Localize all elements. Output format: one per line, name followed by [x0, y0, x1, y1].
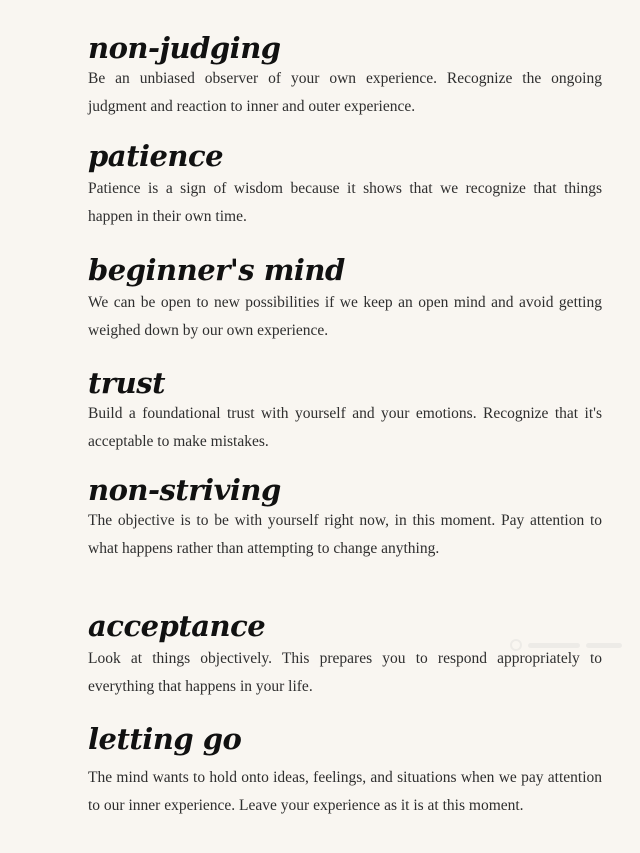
section-heading: non-judging — [88, 31, 281, 65]
section-letting-go — [88, 722, 602, 819]
watermark-logo-icon — [510, 639, 522, 651]
watermark-icon — [510, 637, 630, 653]
section-acceptance — [88, 609, 602, 700]
section-patience — [88, 139, 602, 230]
section-body: Patience is a sign of wisdom because it shows that we recognize that things happen in their own time. — [88, 180, 602, 225]
section-body: Look at things objectively. This prepares you to respond appropriately to everything that happens in your life. — [88, 650, 602, 695]
watermark-mark — [528, 643, 580, 648]
section-heading: trust — [88, 366, 165, 400]
section-body: We can be open to new possibilities if we keep an open mind and avoid getting weighed down by our own experience. — [88, 294, 602, 339]
section-heading: acceptance — [88, 609, 266, 643]
section-heading: patience — [88, 139, 224, 173]
section-body: The mind wants to hold onto ideas, feelings, and situations when we pay attention to our inner experience. Leave your experience as it is at this moment. — [88, 769, 602, 814]
section-body: Be an unbiased observer of your own experience. Recognize the ongoing judgment and reaction to inner and outer experience. — [88, 70, 602, 115]
section-heading: letting go — [88, 722, 242, 756]
section-non-striving — [88, 473, 602, 562]
section-heading: non-striving — [88, 473, 281, 507]
section-heading: beginner's mind — [88, 253, 345, 287]
watermark-mark — [586, 643, 622, 648]
section-beginners-mind — [88, 253, 602, 344]
section-trust — [88, 366, 602, 455]
section-body: The objective is to be with yourself right now, in this moment. Pay attention to what happens rather than attempting to change anything. — [88, 512, 602, 557]
section-body: Build a foundational trust with yourself and your emotions. Recognize that it's acceptable to make mistakes. — [88, 405, 602, 450]
section-non-judging — [88, 31, 602, 120]
